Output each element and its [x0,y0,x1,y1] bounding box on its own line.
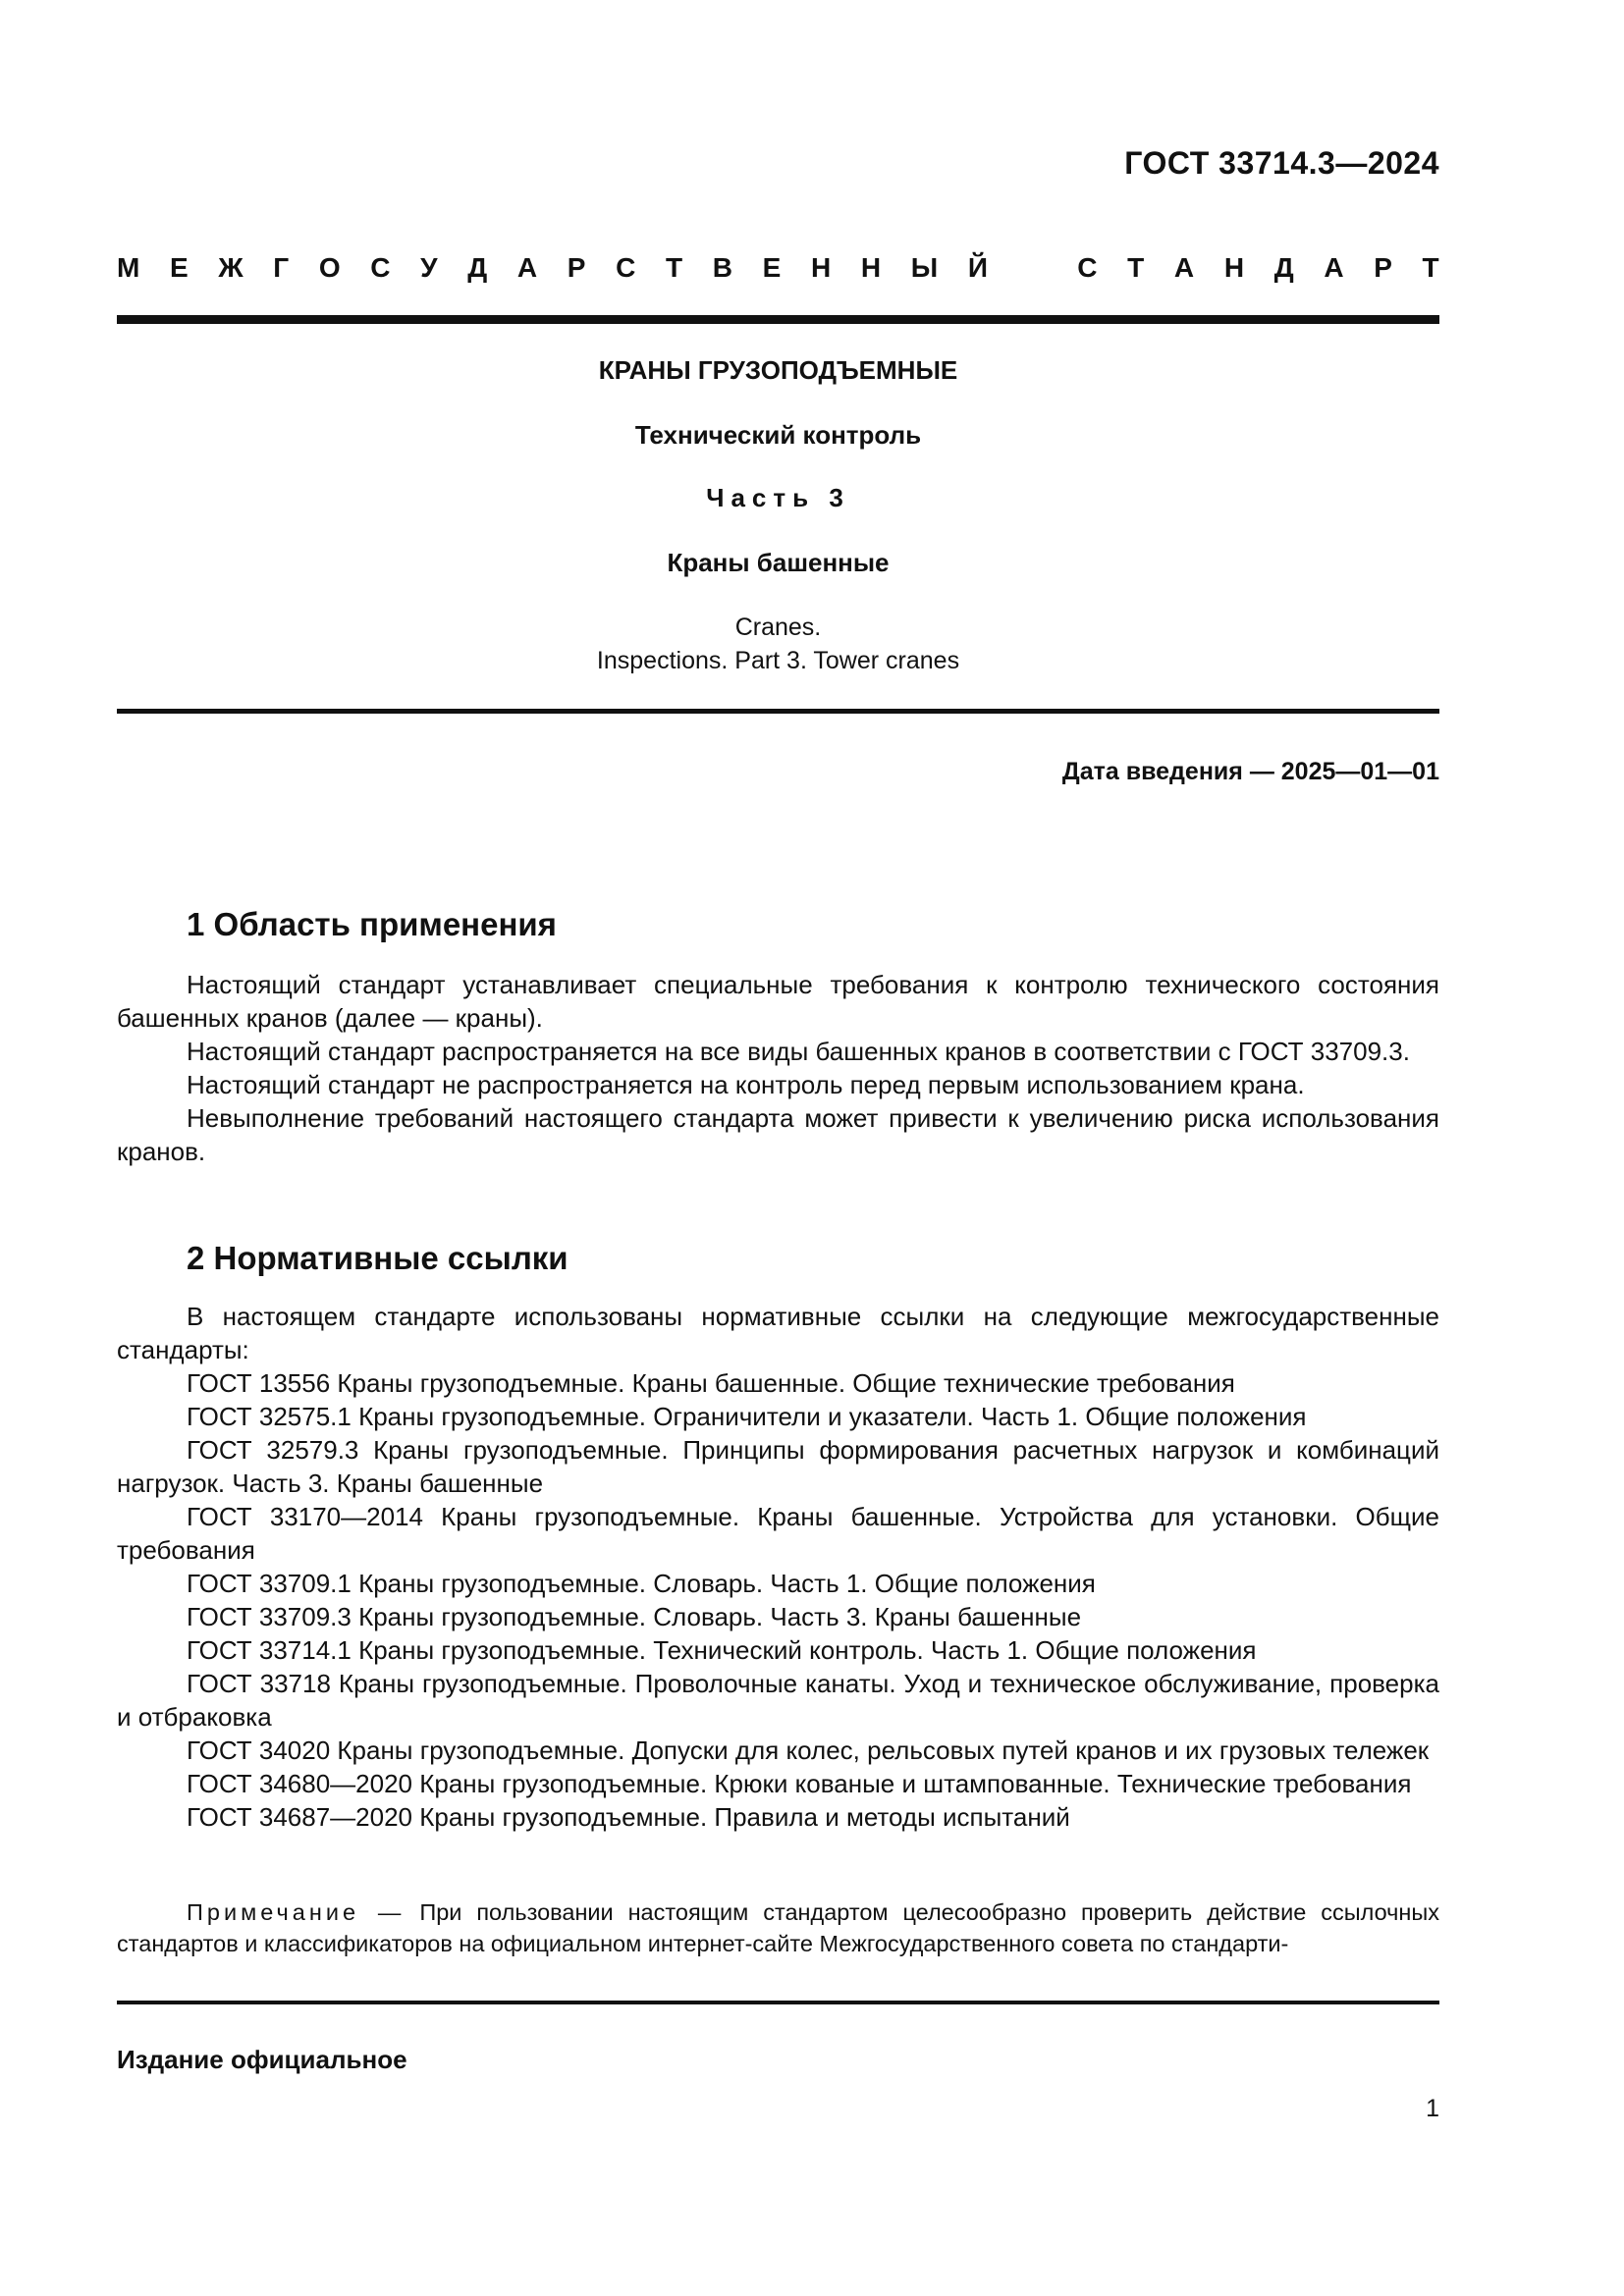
section-1-paragraph: Настоящий стандарт не распространяется на контроль перед первым использованием крана. [187,1070,1305,1099]
interstate-letter: Т [1127,252,1145,283]
section-2-heading: 2 Нормативные ссылки [187,1240,568,1276]
title-divider [117,709,1439,714]
interstate-letter: Н [860,252,882,283]
interstate-letter: Р [1374,252,1392,283]
section-1-body [117,968,1439,1168]
interstate-letter: У [420,252,438,283]
interstate-letter: Н [810,252,832,283]
reference-item: ГОСТ 33718 Краны грузоподъемные. Проволочные канаты. Уход и техническое обслуживание, проверка и отбраковка [117,1669,1439,1732]
interstate-letter: Н [1223,252,1245,283]
section-1-paragraph: Настоящий стандарт распространяется на все виды башенных кранов в соответствии с ГОСТ 33709.3. [187,1037,1410,1066]
reference-item: ГОСТ 33709.3 Краны грузоподъемные. Словарь. Часть 3. Краны башенные [187,1602,1082,1631]
reference-item: ГОСТ 34687—2020 Краны грузоподъемные. Правила и методы испытаний [187,1802,1070,1832]
interstate-letter: А [516,252,538,283]
reference-item: ГОСТ 34680—2020 Краны грузоподъемные. Крюки кованые и штампованные. Технические требования [187,1769,1412,1798]
interstate-letter: Ы [910,252,939,283]
top-divider [117,315,1439,324]
section-2-intro: В настоящем стандарте использованы нормативные ссылки на следующие межгосударственные стандарты: [117,1302,1439,1364]
interstate-letter: Т [1422,252,1439,283]
interstate-letter: В [712,252,732,283]
reference-item: ГОСТ 13556 Краны грузоподъемные. Краны башенные. Общие технические требования [187,1368,1235,1398]
title-part: Часть 3 [706,483,850,512]
interstate-letter: О [318,252,341,283]
note-text: При пользовании настоящим стандартом целесообразно проверить действие ссылочных стандартов и классификаторов на официальном интернет-сайте Межгосударственного совета по стандарти- [117,1899,1439,1956]
interstate-standard-label [117,252,1439,284]
introduction-date: Дата введения — 2025—01—01 [1061,758,1439,785]
interstate-letter: М [117,252,140,283]
interstate-letter: А [1173,252,1195,283]
reference-item: ГОСТ 33170—2014 Краны грузоподъемные. Краны башенные. Устройства для установки. Общие требования [117,1502,1439,1565]
title-main: КРАНЫ ГРУЗОПОДЪЕМНЫЕ [598,355,958,385]
title-sub: Технический контроль [634,420,922,450]
reference-item: ГОСТ 32575.1 Краны грузоподъемные. Ограничители и указатели. Часть 1. Общие положения [187,1402,1307,1431]
interstate-letter: Й [967,252,988,283]
official-edition-label: Издание официальное [117,2045,407,2074]
interstate-letter: Д [1273,252,1294,283]
section-1-paragraph: Настоящий стандарт устанавливает специальные требования к контролю технического состояния башенных кранов (далее — краны). [117,970,1439,1033]
reference-item: ГОСТ 33714.1 Краны грузоподъемные. Технический контроль. Часть 1. Общие положения [187,1635,1257,1665]
note-paragraph [117,1896,1439,1959]
reference-item: ГОСТ 34020 Краны грузоподъемные. Допуски для колес, рельсовых путей кранов и их грузовых тележек [187,1735,1430,1765]
footer-divider [117,2001,1439,2004]
interstate-letter: С [370,252,391,283]
english-title [117,611,1439,677]
note-label: Примечание — [187,1899,406,1925]
interstate-letter: А [1324,252,1344,283]
section-1-paragraph: Невыполнение требований настоящего стандарта может привести к увеличению риска использования кранов. [117,1103,1439,1166]
interstate-letter: С [616,252,636,283]
interstate-letter: Е [169,252,189,283]
interstate-letter: Ж [218,252,244,283]
section-2-body [117,1300,1439,1834]
reference-item: ГОСТ 33709.1 Краны грузоподъемные. Словарь. Часть 1. Общие положения [187,1569,1096,1598]
interstate-letter: Р [567,252,586,283]
interstate-letter: Т [665,252,683,283]
interstate-letter: С [1077,252,1098,283]
page-number: 1 [1426,2095,1439,2122]
document-number: ГОСТ 33714.3—2024 [1124,145,1439,181]
note-block [117,1896,1439,1959]
interstate-letter: Д [467,252,488,283]
title-part-name: Краны башенные [667,548,890,577]
reference-item: ГОСТ 32579.3 Краны грузоподъемные. Принципы формирования расчетных нагрузок и комбинаций нагрузок. Часть 3. Краны башенные [117,1435,1439,1498]
english-title-line-1: Cranes. [734,614,822,641]
interstate-letter: Г [273,252,290,283]
interstate-letter: Е [762,252,782,283]
section-1-heading: 1 Область применения [187,906,557,942]
english-title-line-2: Inspections. Part 3. Tower cranes [596,647,960,674]
